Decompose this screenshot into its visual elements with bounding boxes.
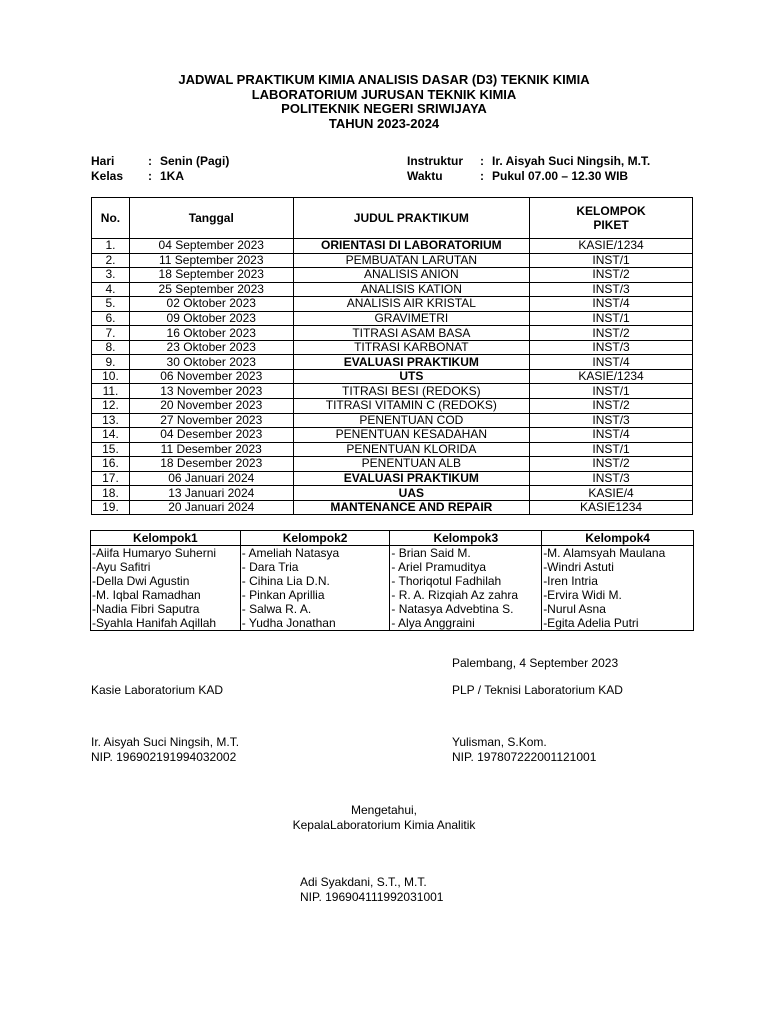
cell-date: 06 Januari 2024 — [129, 471, 293, 486]
separator: : — [480, 154, 484, 168]
group-member: - Ameliah Natasya — [241, 546, 340, 560]
cell-no: 3. — [92, 268, 130, 283]
cell-no: 4. — [92, 282, 130, 297]
separator: : — [148, 154, 152, 168]
table-row — [92, 500, 693, 515]
cell-date: 04 September 2023 — [129, 239, 293, 254]
cell-title: ANALISIS KATION — [293, 282, 530, 297]
cell-no: 8. — [92, 340, 130, 355]
kelas-value: 1KA — [160, 169, 185, 183]
cell-no: 16. — [92, 457, 130, 472]
cell-title: ORIENTASI DI LABORATORIUM — [293, 239, 530, 254]
cell-group: INST/3 — [530, 340, 693, 355]
left-signer-name: Ir. Aisyah Suci Ningsih, M.T. — [91, 735, 240, 749]
cell-date: 11 September 2023 — [129, 253, 293, 268]
table-row — [92, 384, 693, 399]
cell-no: 9. — [92, 355, 130, 370]
cell-title: EVALUASI PRAKTIKUM — [293, 355, 530, 370]
cell-no: 15. — [92, 442, 130, 457]
cell-group: INST/1 — [530, 384, 693, 399]
group-members-cell — [390, 546, 542, 631]
cell-title: GRAVIMETRI — [293, 311, 530, 326]
cell-no: 1. — [92, 239, 130, 254]
separator: : — [148, 169, 152, 183]
cell-title: UTS — [293, 369, 530, 384]
group-member: - Salwa R. A. — [241, 602, 312, 616]
group-member: -Iren Intria — [543, 574, 598, 588]
document-title — [0, 73, 768, 131]
group-member: - Alya Anggraini — [391, 616, 475, 630]
cell-date: 09 Oktober 2023 — [129, 311, 293, 326]
table-row — [92, 253, 693, 268]
group-member: - R. A. Rizqiah Az zahra — [391, 588, 519, 602]
hari-label: Hari — [91, 154, 115, 168]
cell-date: 25 September 2023 — [129, 282, 293, 297]
cell-no: 10. — [92, 369, 130, 384]
table-row — [92, 311, 693, 326]
waktu-label: Waktu — [407, 169, 443, 183]
table-row — [92, 428, 693, 443]
group-member: -Egita Adelia Putri — [543, 616, 639, 630]
cell-group: KASIE/4 — [530, 486, 693, 501]
group-member: -Ayu Safitri — [92, 560, 151, 574]
table-row — [92, 399, 693, 414]
group-member: - Dara Tria — [241, 560, 299, 574]
cell-group: INST/4 — [530, 355, 693, 370]
waktu-value: Pukul 07.00 – 12.30 WIB — [492, 169, 629, 183]
group-member: - Ariel Pramuditya — [391, 560, 487, 574]
left-signer-nip: NIP. 196902191994032002 — [91, 750, 237, 764]
col-header-no: No. — [92, 198, 130, 239]
cell-title: TITRASI VITAMIN C (REDOKS) — [293, 399, 530, 414]
table-row — [92, 282, 693, 297]
cell-group: INST/4 — [530, 428, 693, 443]
cell-title: PENENTUAN COD — [293, 413, 530, 428]
cell-title: MANTENANCE AND REPAIR — [293, 500, 530, 515]
table-row — [92, 457, 693, 472]
group-member: -M. Alamsyah Maulana — [543, 546, 666, 560]
table-row — [92, 369, 693, 384]
cell-title: PENENTUAN KLORIDA — [293, 442, 530, 457]
cell-group: INST/3 — [530, 471, 693, 486]
cell-date: 13 Januari 2024 — [129, 486, 293, 501]
cell-group: INST/2 — [530, 457, 693, 472]
group-member: -Windri Astuti — [543, 560, 614, 574]
left-signer-role: Kasie Laboratorium KAD — [91, 683, 224, 697]
cell-date: 23 Oktober 2023 — [129, 340, 293, 355]
group-members-cell — [91, 546, 241, 631]
table-row — [92, 413, 693, 428]
cell-group: INST/2 — [530, 399, 693, 414]
cell-title: EVALUASI PRAKTIKUM — [293, 471, 530, 486]
cell-title: TITRASI ASAM BASA — [293, 326, 530, 341]
title-line: LABORATORIUM JURUSAN TEKNIK KIMIA — [251, 86, 517, 102]
cell-title: PENENTUAN ALB — [293, 457, 530, 472]
kelas-label: Kelas — [91, 169, 124, 183]
cell-group: INST/4 — [530, 297, 693, 312]
cell-group: INST/3 — [530, 282, 693, 297]
cell-group: INST/2 — [530, 326, 693, 341]
cell-no: 18. — [92, 486, 130, 501]
right-signer-role: PLP / Teknisi Laboratorium KAD — [452, 683, 623, 697]
info-left — [91, 154, 229, 184]
right-signer-nip: NIP. 197807222001121001 — [452, 750, 597, 764]
group-member: -Nurul Asna — [543, 602, 606, 616]
group-member: - Yudha Jonathan — [241, 616, 336, 630]
cell-group: INST/1 — [530, 311, 693, 326]
cell-title: TITRASI BESI (REDOKS) — [293, 384, 530, 399]
instruktur-value: Ir. Aisyah Suci Ningsih, M.T. — [492, 154, 651, 168]
cell-no: 17. — [92, 471, 130, 486]
title-line: JADWAL PRAKTIKUM KIMIA ANALISIS DASAR (D3) TEKNIK KIMIA — [178, 72, 590, 87]
cell-no: 6. — [92, 311, 130, 326]
table-row — [92, 340, 693, 355]
schedule-table — [91, 197, 693, 515]
group-member: - Natasya Advebtina S. — [391, 602, 514, 616]
group-member: - Thoriqotul Fadhilah — [391, 574, 502, 588]
cell-date: 16 Oktober 2023 — [129, 326, 293, 341]
group-member: -Della Dwi Agustin — [92, 574, 190, 588]
groups-table — [90, 530, 694, 631]
cell-no: 11. — [92, 384, 130, 399]
col-header-group: KELOMPOK PIKET — [530, 198, 693, 239]
cell-title: UAS — [293, 486, 530, 501]
cell-title: PENENTUAN KESADAHAN — [293, 428, 530, 443]
right-signer-name: Yulisman, S.Kom. — [452, 735, 547, 749]
info-right — [407, 154, 650, 184]
cell-date: 27 November 2023 — [129, 413, 293, 428]
group-member: -Ervira Widi M. — [543, 588, 622, 602]
cell-no: 13. — [92, 413, 130, 428]
group-member: - Cihina Lia D.N. — [241, 574, 330, 588]
group-member: -Nadia Fibri Saputra — [92, 602, 200, 616]
col-header-title: JUDUL PRAKTIKUM — [293, 198, 530, 239]
cell-no: 5. — [92, 297, 130, 312]
group-member: - Brian Said M. — [391, 546, 471, 560]
cell-date: 20 Januari 2024 — [129, 500, 293, 515]
cell-group: KASIE/1234 — [530, 369, 693, 384]
col-header-date: Tanggal — [129, 198, 293, 239]
table-row — [92, 471, 693, 486]
title-line: POLITEKNIK NEGERI SRIWIJAYA — [281, 101, 487, 116]
cell-date: 30 Oktober 2023 — [129, 355, 293, 370]
cell-group: INST/2 — [530, 268, 693, 283]
cell-date: 20 November 2023 — [129, 399, 293, 414]
hari-value: Senin (Pagi) — [160, 154, 230, 168]
table-row — [92, 297, 693, 312]
group-header: Kelompok3 — [390, 531, 542, 546]
cell-group: INST/1 — [530, 442, 693, 457]
group-members-cell — [240, 546, 390, 631]
cell-date: 11 Desember 2023 — [129, 442, 293, 457]
title-line: TAHUN 2023-2024 — [328, 115, 440, 131]
group-members-cell — [542, 546, 694, 631]
group-member: -Aiifa Humaryo Suherni — [92, 546, 217, 560]
head-role: KepalaLaboratorium Kimia Analitik — [292, 818, 476, 832]
table-row — [92, 239, 693, 254]
cell-date: 18 Desember 2023 — [129, 457, 293, 472]
cell-title: ANALISIS ANION — [293, 268, 530, 283]
cell-no: 7. — [92, 326, 130, 341]
cell-date: 02 Oktober 2023 — [129, 297, 293, 312]
head-nip: NIP. 196904111992031001 — [300, 890, 444, 904]
cell-no: 12. — [92, 399, 130, 414]
cell-no: 2. — [92, 253, 130, 268]
cell-title: TITRASI KARBONAT — [293, 340, 530, 355]
group-header: Kelompok1 — [91, 531, 241, 546]
cell-group: INST/3 — [530, 413, 693, 428]
table-row — [92, 486, 693, 501]
cell-group: KASIE/1234 — [530, 239, 693, 254]
group-header: Kelompok4 — [542, 531, 694, 546]
cell-group: INST/1 — [530, 253, 693, 268]
separator: : — [480, 169, 484, 183]
cell-date: 06 November 2023 — [129, 369, 293, 384]
group-header: Kelompok2 — [240, 531, 390, 546]
cell-date: 04 Desember 2023 — [129, 428, 293, 443]
head-name: Adi Syakdani, S.T., M.T. — [300, 875, 427, 889]
place-date: Palembang, 4 September 2023 — [452, 656, 619, 670]
table-row — [92, 268, 693, 283]
table-row — [92, 355, 693, 370]
cell-group: KASIE1234 — [530, 500, 693, 515]
cell-date: 13 November 2023 — [129, 384, 293, 399]
cell-title: PEMBUATAN LARUTAN — [293, 253, 530, 268]
group-member: -Syahla Hanifah Aqillah — [92, 616, 217, 630]
instruktur-label: Instruktur — [407, 154, 464, 168]
table-row — [92, 326, 693, 341]
cell-no: 19. — [92, 500, 130, 515]
cell-no: 14. — [92, 428, 130, 443]
group-member: -M. Iqbal Ramadhan — [92, 588, 201, 602]
cell-date: 18 September 2023 — [129, 268, 293, 283]
group-member: - Pinkan Aprillia — [241, 588, 325, 602]
table-row — [92, 442, 693, 457]
acknowledged-label: Mengetahui, — [350, 803, 418, 817]
cell-title: ANALISIS AIR KRISTAL — [293, 297, 530, 312]
